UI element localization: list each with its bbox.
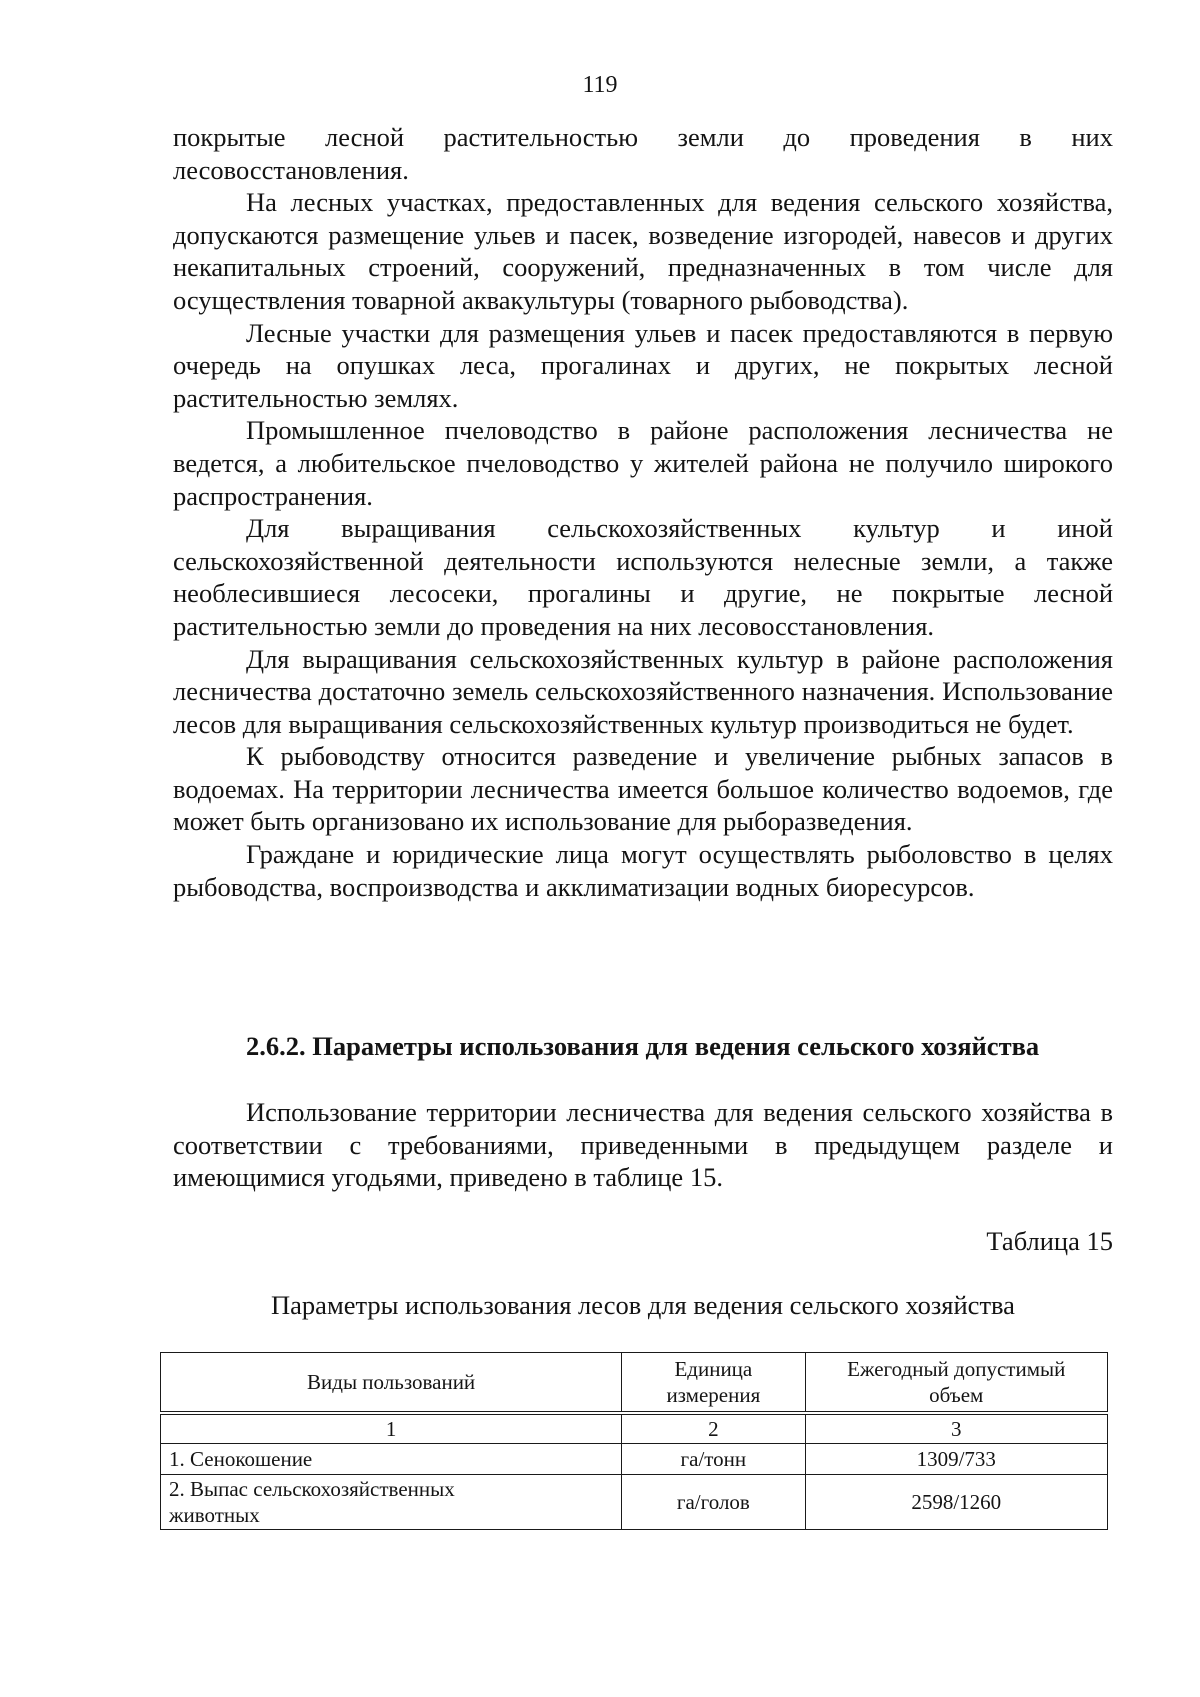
header-usage-type (161, 1353, 622, 1414)
column-number: 1 (161, 1413, 622, 1444)
cell-text: животных (169, 1503, 260, 1527)
body-text (173, 121, 1113, 903)
paragraph: На лесных участках, предоставленных для ведения сельского хозяйства, допускаются размещение ульев и пасек, возведение изгородей, навесов и других некапитальных строений, сооружений, предназначенных в том числе для осуществления товарной аквакультуры (товарного рыбоводства). (173, 187, 1113, 315)
header-unit (622, 1353, 805, 1414)
cell-usage-type (161, 1475, 622, 1530)
cell-volume: 1309/733 (805, 1444, 1108, 1475)
page-number: 119 (582, 72, 618, 98)
paragraph: Лесные участки для размещения ульев и пасек предоставляются в первую очередь на опушках леса, прогалинах и других, не покрытых лесной растительностью землях. (173, 317, 1113, 413)
column-number: 3 (805, 1413, 1108, 1444)
header-annual-volume (805, 1353, 1108, 1414)
cell-unit: га/тонн (622, 1444, 805, 1475)
section-intro (173, 1096, 1113, 1194)
paragraph: покрытые лесной растительностью земли до проведения в них лесовосстановления. (173, 122, 1113, 185)
table-header-row (161, 1353, 1108, 1414)
paragraph: Граждане и юридические лица могут осуществлять рыболовство в целях рыбоводства, воспроизводства и акклиматизации водных биоресурсов. (173, 839, 1113, 902)
table-column-number-row (161, 1413, 1108, 1444)
cell-volume: 2598/1260 (805, 1475, 1108, 1530)
paragraph: К рыбоводству относится разведение и увеличение рыбных запасов в водоемах. На территории лесничества имеется большое количество водоемов, где может быть организовано их использование для рыборазведения. (173, 741, 1113, 837)
header-text: Виды пользований (307, 1370, 476, 1394)
cell-text: 2. Выпас сельскохозяйственных (169, 1477, 455, 1501)
cell-unit: га/голов (622, 1475, 805, 1530)
cell-usage-type: 1. Сенокошение (161, 1444, 622, 1475)
paragraph: Промышленное пчеловодство в районе расположения лесничества не ведется, а любительское пчеловодство у жителей района не получило широкого распространения. (173, 415, 1113, 511)
paragraph: Для выращивания сельскохозяйственных культур и иной сельскохозяйственной деятельности используются нелесные земли, а также необлесившиеся лесосеки, прогалины и другие, не покрытые лесной растительностью земли до проведения на них лесовосстановления. (173, 513, 1113, 641)
header-text: измерения (666, 1383, 761, 1407)
column-number: 2 (622, 1413, 805, 1444)
header-text: Единица (674, 1357, 753, 1381)
table-row (161, 1444, 1108, 1475)
paragraph: Использование территории лесничества для ведения сельского хозяйства в соответствии с требованиями, приведенными в предыдущем разделе и имеющимися угодьями, приведено в таблице 15. (173, 1097, 1113, 1193)
header-text: Ежегодный допустимый (847, 1357, 1066, 1381)
table-row (161, 1475, 1108, 1530)
paragraph: Для выращивания сельскохозяйственных культур в районе расположения лесничества достаточно земель сельскохозяйственного назначения. Использование лесов для выращивания сельскохозяйственных культур производиться не будет. (173, 643, 1113, 739)
table-caption: Параметры использования лесов для ведения сельского хозяйства (271, 1290, 1015, 1320)
table-label: Таблица 15 (986, 1226, 1113, 1256)
section-heading: 2.6.2. Параметры использования для ведения сельского хозяйства (246, 1031, 1040, 1061)
data-table (160, 1352, 1108, 1530)
header-text: объем (929, 1383, 984, 1407)
